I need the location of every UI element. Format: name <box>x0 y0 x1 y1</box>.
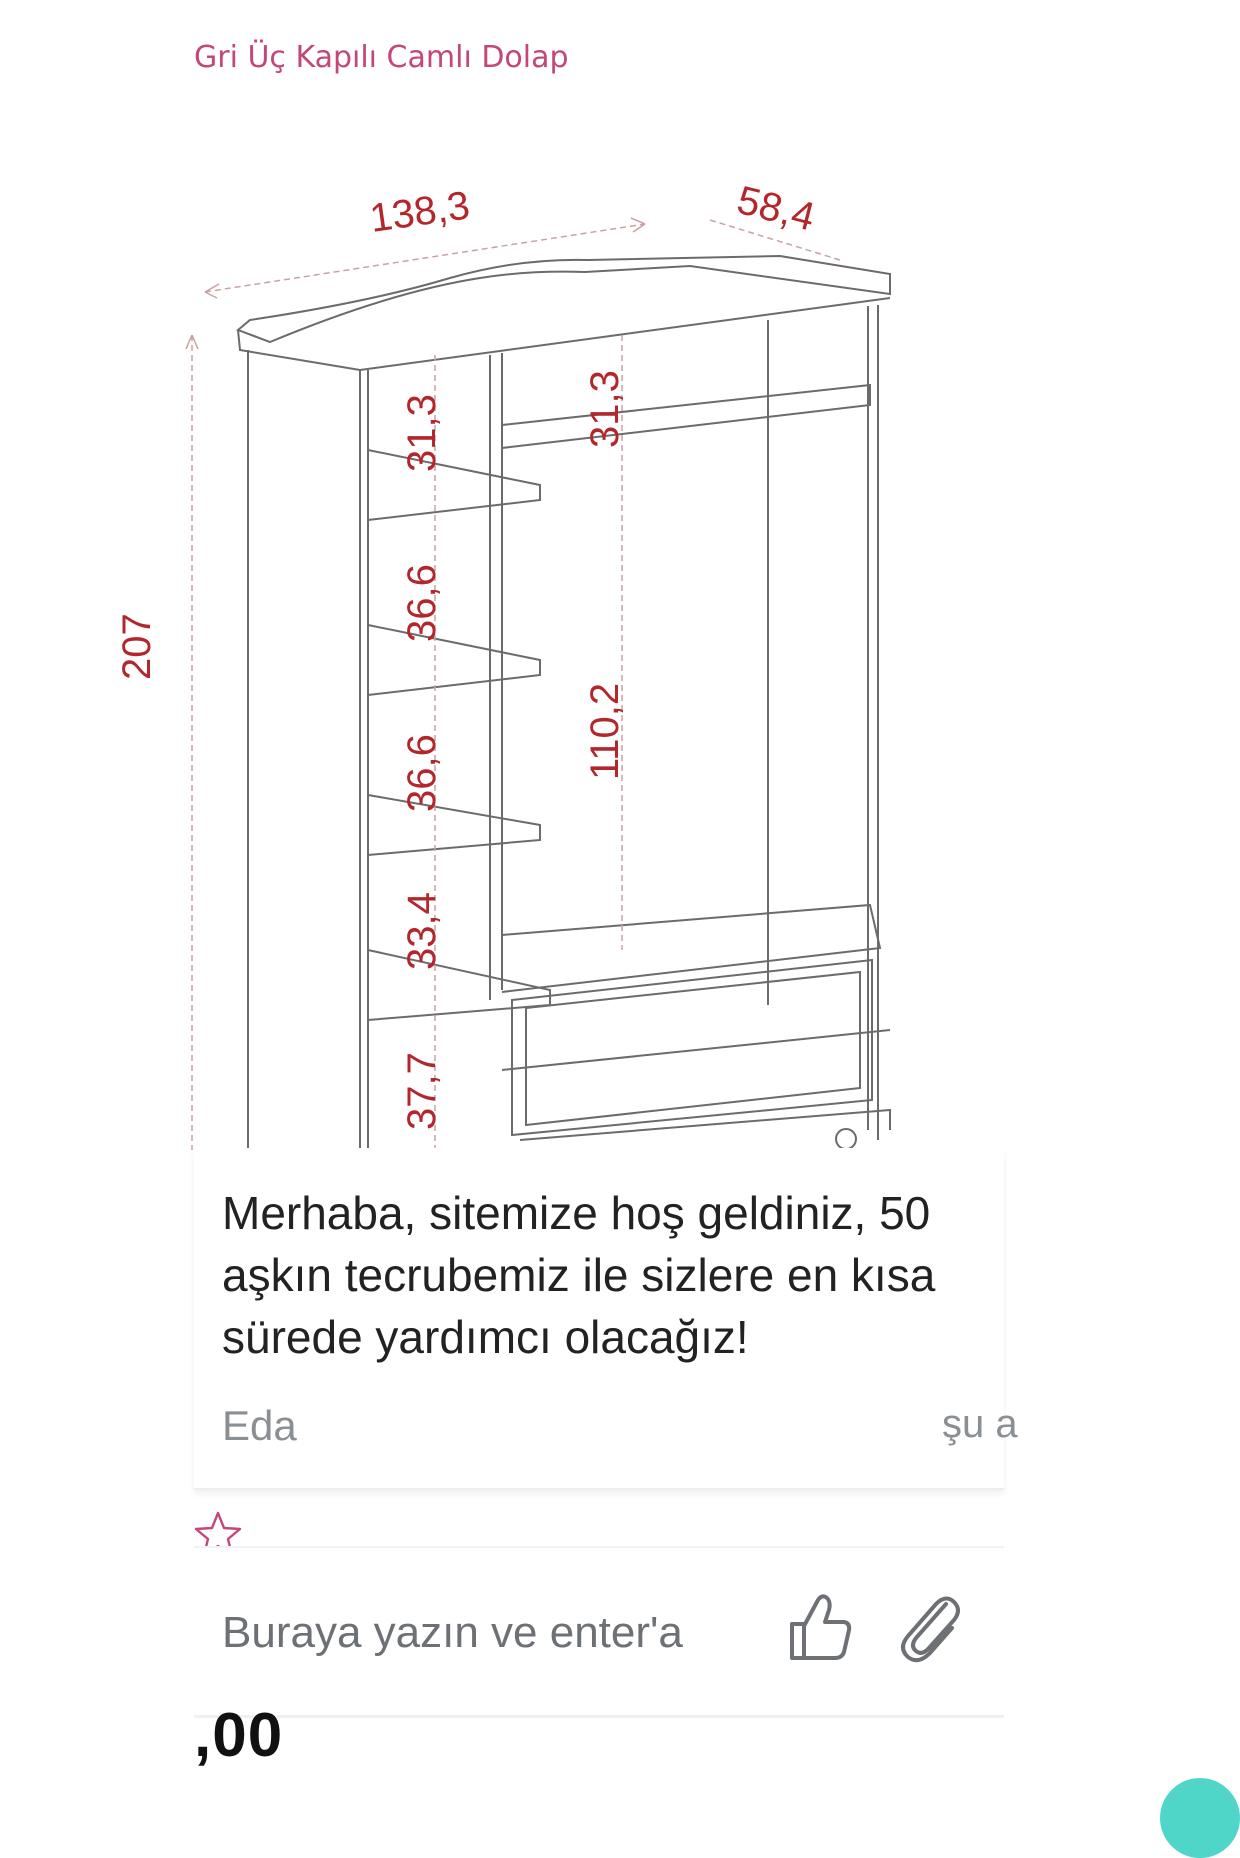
attach-button[interactable] <box>894 1590 964 1664</box>
shelf-dimension-1: 31,3 <box>400 394 444 472</box>
shelf-dimension-2: 36,6 <box>400 564 444 642</box>
rating-row <box>194 1494 1004 1546</box>
right-top-dimension: 31,3 <box>583 370 627 448</box>
chat-message <box>194 1148 1018 1490</box>
product-title: Gri Üç Kapılı Camlı Dolap <box>194 40 569 75</box>
shelf-dimension-3: 36,6 <box>400 734 444 812</box>
like-button[interactable] <box>784 1592 854 1664</box>
right-hanging-dimension: 110,2 <box>583 682 627 780</box>
message-input[interactable] <box>222 1588 742 1678</box>
chat-message-sender: Eda <box>222 1402 297 1449</box>
dimension-depth: 58,4 <box>732 178 820 240</box>
thumbs-up-icon <box>784 1592 854 1664</box>
chat-launcher-edge[interactable] <box>1160 1778 1240 1858</box>
dimension-height: 207 <box>115 613 159 680</box>
paperclip-icon <box>894 1590 964 1664</box>
dimension-width: 138,3 <box>367 183 473 241</box>
chat-message-text: Merhaba, sitemize hoş geldiniz, 50 aşkın tecrubemiz ile sizlere en kısa sürede yardımcı olacağız! <box>222 1187 936 1363</box>
chat-message-time: şu a <box>942 1402 1018 1446</box>
shelf-dimension-4: 33,4 <box>400 892 444 970</box>
chat-widget <box>194 1148 1018 1726</box>
wardrobe-dimension-drawing <box>115 170 1020 1150</box>
message-composer <box>194 1546 1004 1718</box>
price-fragment: ,00 <box>194 1701 284 1770</box>
shelf-dimension-5: 37,7 <box>400 1052 444 1130</box>
